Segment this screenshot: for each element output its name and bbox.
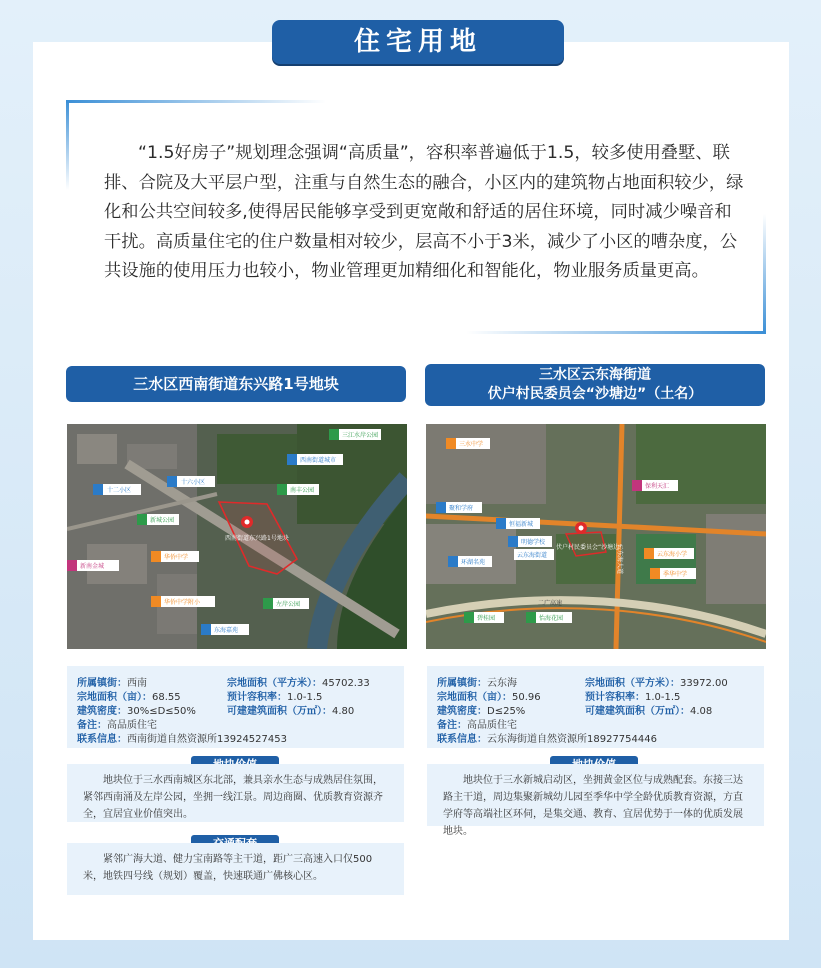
contact-label: 联系信息： bbox=[77, 734, 127, 745]
right-plot-map[interactable] bbox=[426, 424, 766, 649]
area-m-label: 宗地面积（平方米）： bbox=[227, 678, 322, 689]
map-label-5: 南丰公园 bbox=[290, 487, 315, 494]
left-plot-info bbox=[67, 666, 404, 748]
note-label: 备注： bbox=[77, 720, 107, 731]
map-label-4: 三江水岸公园 bbox=[342, 432, 379, 439]
right-plot-info bbox=[427, 666, 764, 748]
map-r-label-2: 聚和学府 bbox=[449, 505, 474, 512]
map-r-label-10: 云东海大道 bbox=[616, 544, 623, 575]
area-m-value: 33972.00 bbox=[680, 678, 728, 689]
map-label-7: 华侨中学 bbox=[164, 554, 189, 561]
title-banner bbox=[272, 20, 564, 64]
density-label: 建筑密度： bbox=[77, 706, 127, 717]
far-value: 1.0-1.5 bbox=[287, 692, 323, 703]
note-value: 高品质住宅 bbox=[467, 720, 517, 731]
area-m-label: 宗地面积（平方米）： bbox=[585, 678, 680, 689]
note-label: 备注： bbox=[437, 720, 467, 731]
map-r-label-5: 环湖名苑 bbox=[461, 559, 486, 566]
page-title: 住宅用地 bbox=[353, 27, 482, 57]
area-mu-value: 50.96 bbox=[512, 692, 541, 703]
left-plot-header: 三水区西南街道东兴路1号地块 bbox=[66, 366, 406, 402]
map-label-1: 十二小区 bbox=[107, 487, 132, 494]
contact-label: 联系信息： bbox=[437, 734, 487, 745]
far-label: 预计容积率： bbox=[227, 692, 287, 703]
map-r-label-8: 季华中学 bbox=[663, 571, 688, 578]
build-label: 可建建筑面积（万㎡）： bbox=[585, 706, 690, 717]
frame-corner-top bbox=[66, 100, 326, 103]
map-plot-label-right: 伏户村民委员会“沙塘边” bbox=[556, 544, 623, 551]
area-mu-value: 68.55 bbox=[152, 692, 181, 703]
left-plot-map[interactable] bbox=[67, 424, 407, 649]
map-r-label-1: 三水中学 bbox=[459, 441, 484, 448]
map-r-label-4: 明德学校 bbox=[521, 539, 546, 546]
map-label-11: 东海嘉苑 bbox=[214, 627, 239, 634]
density-value: 30%≤D≤50% bbox=[127, 706, 196, 717]
right-plot-header bbox=[425, 364, 765, 406]
frame-corner-right bbox=[763, 214, 766, 334]
map-label-6: 新城公园 bbox=[150, 517, 175, 524]
map-r-label-6: 云东海街道 bbox=[517, 552, 548, 559]
map-label-3: 西南街道城市 bbox=[300, 457, 337, 464]
frame-corner-left bbox=[66, 100, 69, 190]
map-label-8: 新南金城 bbox=[80, 563, 105, 570]
map-r-label-9: 二广高速 bbox=[538, 600, 563, 607]
build-value: 4.80 bbox=[332, 706, 355, 717]
town-label: 所属镇街： bbox=[437, 678, 487, 689]
note-value: 高品质住宅 bbox=[107, 720, 157, 731]
area-mu-label: 宗地面积（亩）： bbox=[437, 692, 512, 703]
map-r-label-13: 保利天汇 bbox=[645, 483, 670, 490]
map-label-10: 左岸公园 bbox=[276, 601, 301, 608]
far-label: 预计容积率： bbox=[585, 692, 645, 703]
contact-value: 西南街道自然资源所13924527453 bbox=[127, 734, 287, 745]
area-mu-label: 宗地面积（亩）： bbox=[77, 692, 152, 703]
map-plot-label: 西南街道东兴路1号地块 bbox=[225, 535, 289, 542]
right-header-line1: 三水区云东海街道 bbox=[539, 367, 651, 383]
contact-value: 云东海街道自然资源所18927754446 bbox=[487, 734, 657, 745]
far-value: 1.0-1.5 bbox=[645, 692, 681, 703]
map-label-2: 十六小区 bbox=[181, 479, 206, 486]
left-traffic-text: 紧邻广海大道、健力宝南路等主干道，距广三高速入口仅500米，地铁四号线（规划）覆盖，快速联通广佛核心区。 bbox=[67, 843, 404, 895]
town-value: 云东海 bbox=[487, 678, 517, 689]
right-value-text: 地块位于三水新城启动区，坐拥黄金区位与成熟配套。东接三达路主干道，周边集聚新城幼儿园至季华中学全龄优质教育资源，方直学府等高端社区环伺，是集交通、教育、宜居优势于一体的优质发展地块。 bbox=[427, 764, 764, 826]
map-r-label-11: 碧桂园 bbox=[477, 615, 496, 622]
build-label: 可建建筑面积（万㎡）： bbox=[227, 706, 332, 717]
frame-corner-bottom bbox=[466, 331, 766, 334]
build-value: 4.08 bbox=[690, 706, 713, 717]
right-header-line2: 伏户村民委员会“沙塘边”（土名） bbox=[487, 386, 703, 402]
density-value: D≤25% bbox=[487, 706, 526, 717]
map-r-label-3: 恒福新城 bbox=[509, 521, 534, 528]
map-label-9: 华侨中学附小 bbox=[164, 599, 201, 606]
density-label: 建筑密度： bbox=[437, 706, 487, 717]
left-value-text: 地块位于三水西南城区东北部，兼具亲水生态与成熟居住氛围，紧邻西南涌及左岸公园，坐拥一线江景。周边商圈、优质教育资源齐全，宜居宜业价值突出。 bbox=[67, 764, 404, 822]
intro-paragraph: “1.5好房子”规划理念强调“高质量”，容积率普遍低于1.5，较多使用叠墅、联排、合院及大平层户型，注重与自然生态的融合，小区内的建筑物占地面积较少，绿化和公共空间较多,使得居民能够享受到更宽敞和舒适的居住环境，同时减少噪音和干扰。高质量住宅的住户数量相对较少，层高不小于3米，减少了小区的嘈杂度，公共设施的使用压力也较小，物业管理更加精细化和智能化，物业服务质量更高。 bbox=[104, 143, 744, 282]
town-label: 所属镇街： bbox=[77, 678, 127, 689]
area-m-value: 45702.33 bbox=[322, 678, 370, 689]
map-r-label-12: 怡海花园 bbox=[539, 615, 564, 622]
map-r-label-7: 云东海小学 bbox=[657, 551, 688, 558]
town-value: 西南 bbox=[127, 678, 147, 689]
